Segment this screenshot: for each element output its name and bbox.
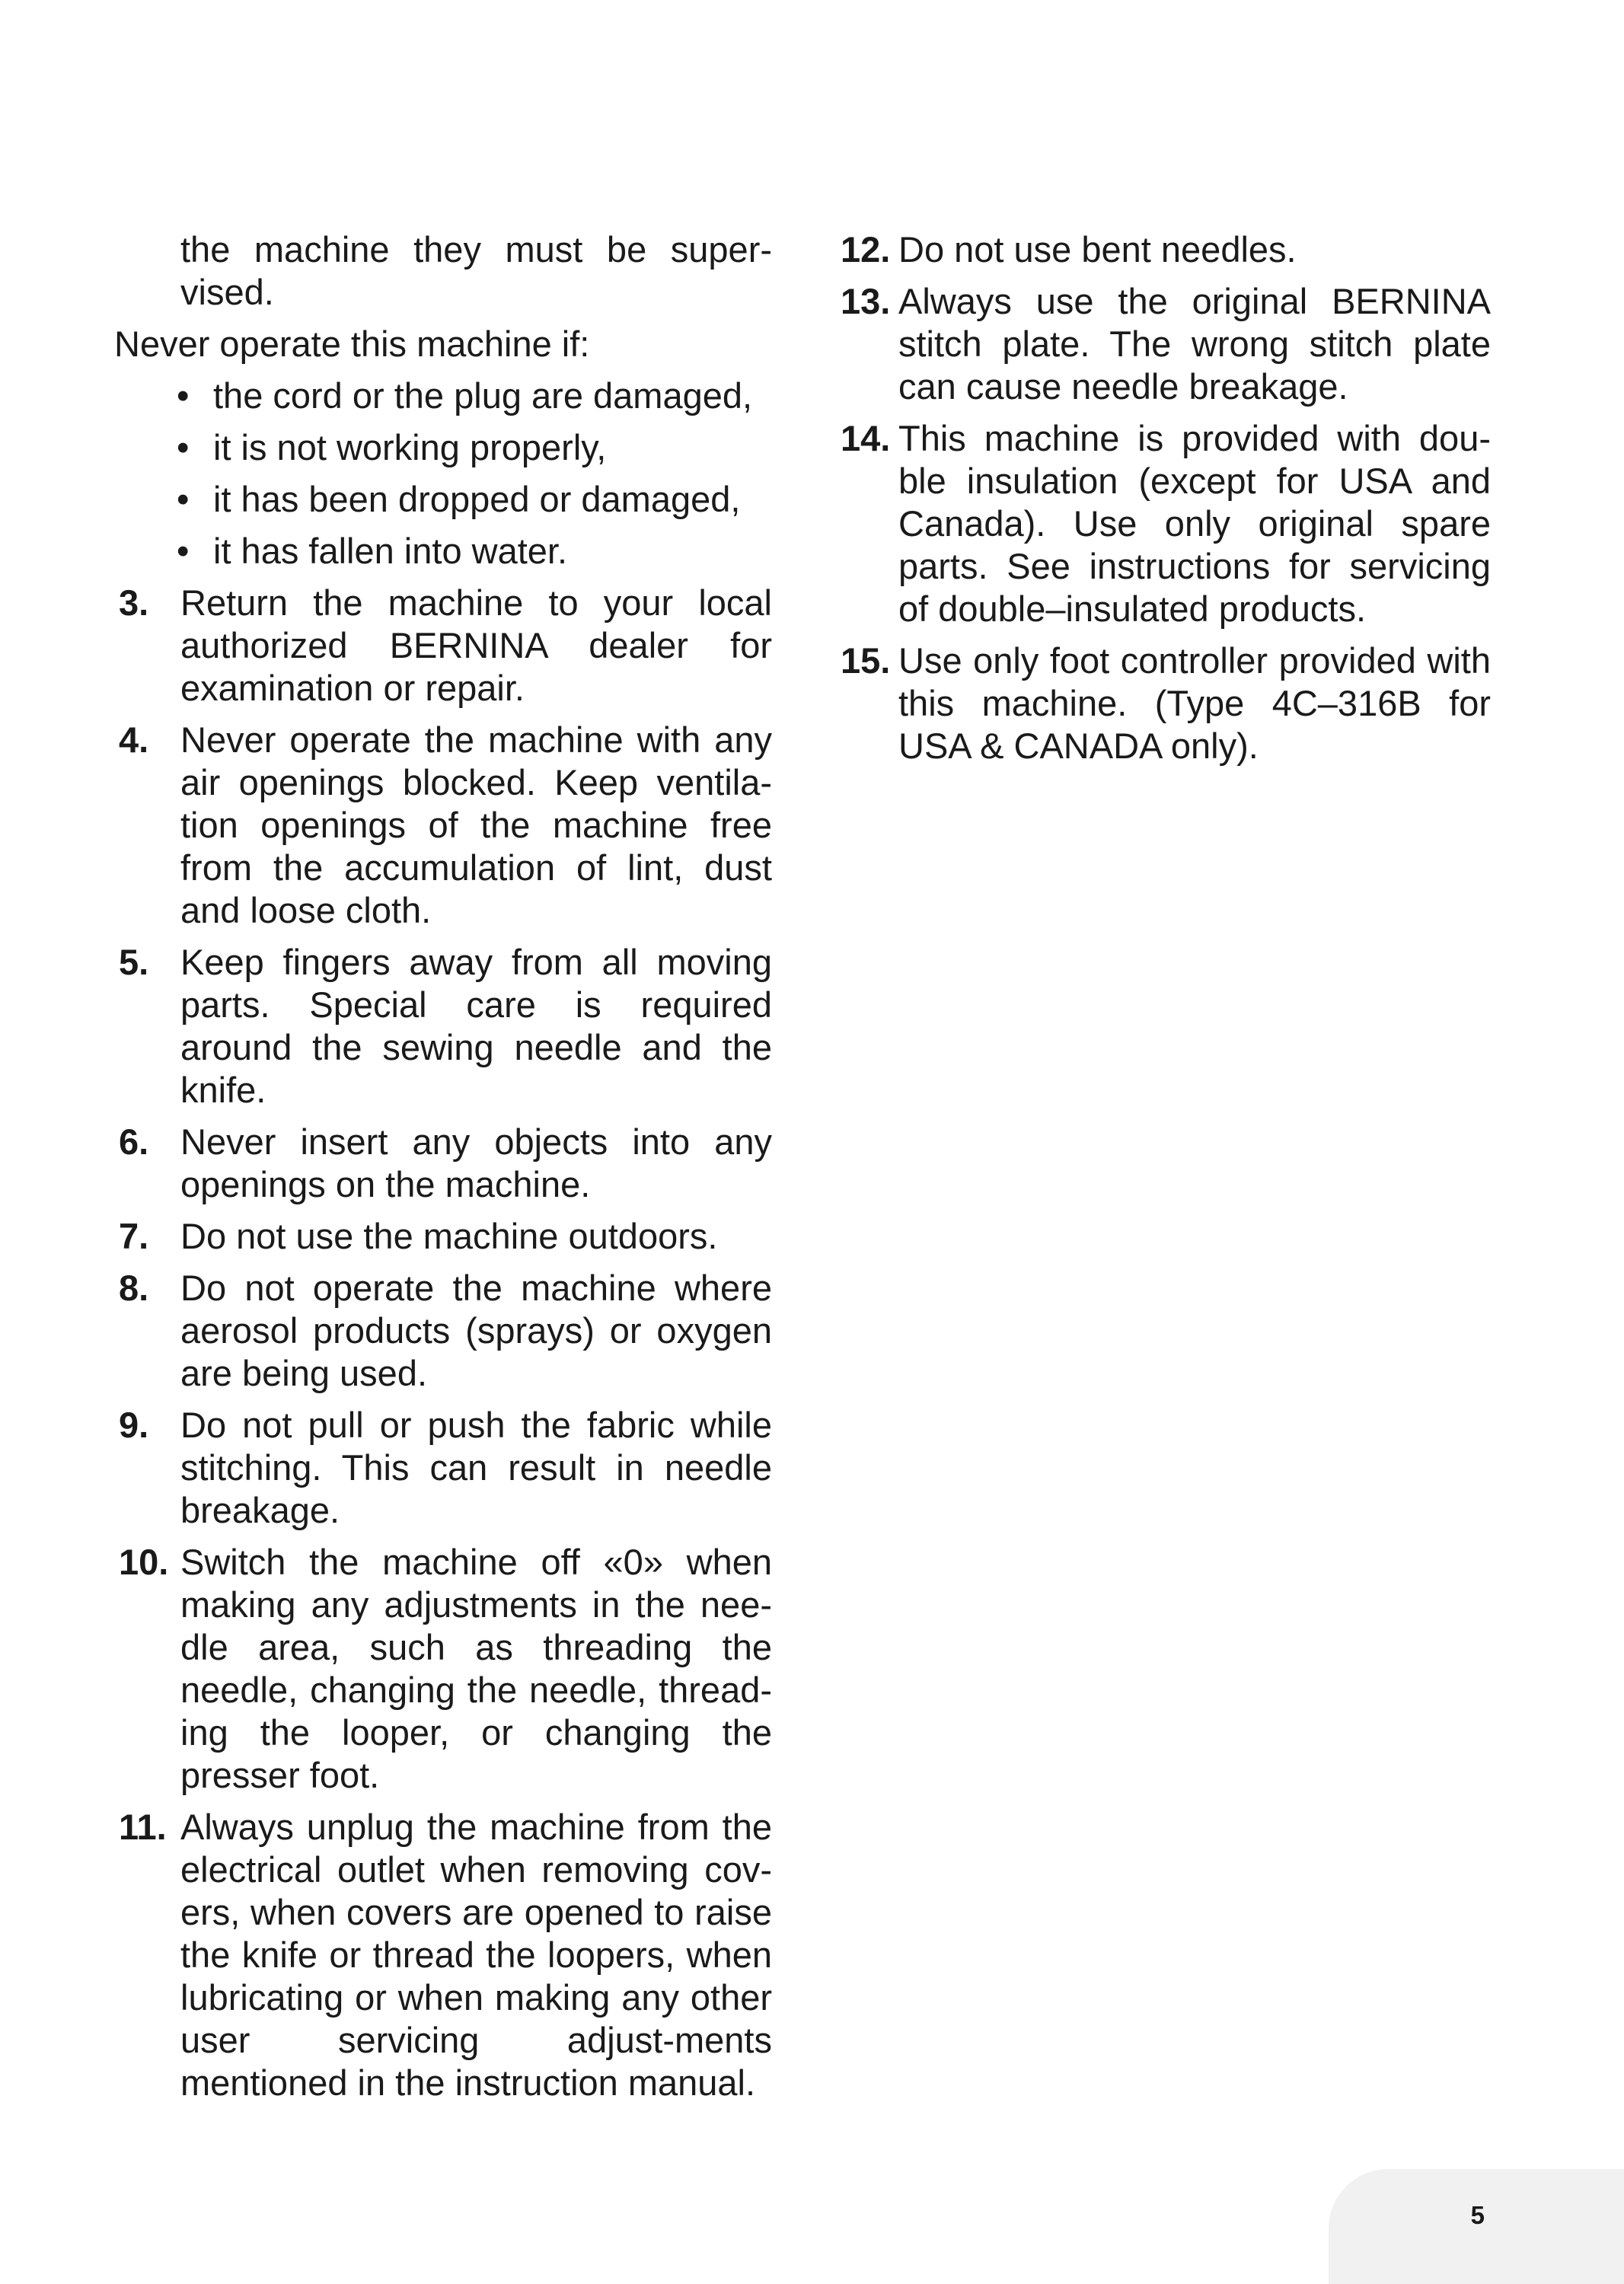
page-number: 5 bbox=[1470, 2201, 1485, 2229]
bullet-icon: • bbox=[177, 375, 190, 416]
item-number: 8. bbox=[119, 1268, 149, 1308]
item-number: 14. bbox=[841, 418, 891, 458]
bullet-text: it is not working properly, bbox=[213, 427, 607, 467]
item-number: 7. bbox=[119, 1216, 149, 1256]
bullet-item bbox=[114, 478, 772, 521]
safety-item bbox=[114, 1267, 772, 1395]
safety-item bbox=[838, 417, 1491, 630]
item-text: Do not pull or push the fabric while stitching. This can result in needle breakage. bbox=[180, 1405, 772, 1530]
safety-item bbox=[114, 1215, 772, 1258]
damage-conditions-list bbox=[114, 375, 772, 573]
bullet-text: the cord or the plug are damaged, bbox=[213, 375, 753, 416]
safety-item bbox=[114, 941, 772, 1112]
item-number: 10. bbox=[119, 1542, 169, 1582]
right-column bbox=[838, 228, 1491, 777]
bullet-icon: • bbox=[177, 479, 190, 519]
item-number: 4. bbox=[119, 719, 149, 760]
safety-instructions-list bbox=[114, 582, 772, 2104]
safety-item bbox=[114, 719, 772, 932]
safety-item bbox=[114, 582, 772, 710]
bullet-text: it has been dropped or damaged, bbox=[213, 479, 741, 519]
item-text: Never insert any objects into any openings on the machine. bbox=[180, 1121, 772, 1204]
item-number: 15. bbox=[841, 640, 891, 681]
item-text: Do not use the machine outdoors. bbox=[180, 1216, 718, 1256]
safety-item bbox=[114, 1404, 772, 1532]
safety-instructions-list-continued bbox=[838, 228, 1491, 767]
safety-item bbox=[114, 1541, 772, 1797]
bullet-icon: • bbox=[177, 531, 190, 571]
item-number: 3. bbox=[119, 582, 149, 623]
item-number: 13. bbox=[841, 281, 891, 321]
item-text: Always use the original BERNINA stitch plate. The wrong stitch plate can cause needle breakage. bbox=[898, 281, 1491, 407]
item-text: Always unplug the machine from the electrical outlet when removing cov-ers, when covers are opened to raise the knife or thread the loopers, when lubricating or when making any other user servicing adjust-ments mentioned in the instruction manual. bbox=[180, 1807, 772, 2103]
bullet-icon: • bbox=[177, 427, 190, 467]
item-number: 12. bbox=[841, 229, 891, 270]
safety-item bbox=[114, 1121, 772, 1206]
item-number: 5. bbox=[119, 942, 149, 982]
safety-item bbox=[838, 640, 1491, 767]
item-text: Return the machine to your local authorized BERNINA dealer for examination or repair. bbox=[180, 582, 772, 708]
item-text: Keep fingers away from all moving parts. Special care is required around the sewing needle and the knife. bbox=[180, 942, 772, 1110]
item-text: Switch the machine off «0» when making any adjustments in the nee-dle area, such as threading the needle, changing the needle, thread-ing the looper, or changing the presser foot. bbox=[180, 1542, 772, 1795]
item-text: Do not use bent needles. bbox=[898, 229, 1297, 270]
bullet-text: it has fallen into water. bbox=[213, 531, 568, 571]
item-number: 11. bbox=[119, 1807, 167, 1847]
item-number: 9. bbox=[119, 1405, 149, 1445]
item-text: Never operate the machine with any air openings blocked. Keep ventila-tion openings of the machine free from the accumulation of lint, dust and loose cloth. bbox=[180, 719, 772, 930]
safety-item bbox=[838, 228, 1491, 271]
item-text: Use only foot controller provided with this machine. (Type 4C–316B for USA & CANADA only). bbox=[898, 640, 1491, 766]
left-column bbox=[114, 228, 772, 2113]
safety-item bbox=[114, 1806, 772, 2104]
item-number: 6. bbox=[119, 1121, 149, 1162]
bullet-item bbox=[114, 375, 772, 417]
bullet-item bbox=[114, 426, 772, 469]
item-text: Do not operate the machine where aerosol products (sprays) or oxygen are being used. bbox=[180, 1268, 772, 1393]
item-text: This machine is provided with dou-ble insulation (except for USA and Canada). Use only original spare parts. See instructions for servicing of double–insulated products. bbox=[898, 418, 1491, 629]
bullet-item bbox=[114, 530, 772, 573]
safety-item bbox=[838, 280, 1491, 408]
never-operate-intro: Never operate this machine if: bbox=[114, 324, 590, 364]
continuation-text: the machine they must be super-vised. bbox=[180, 229, 772, 312]
